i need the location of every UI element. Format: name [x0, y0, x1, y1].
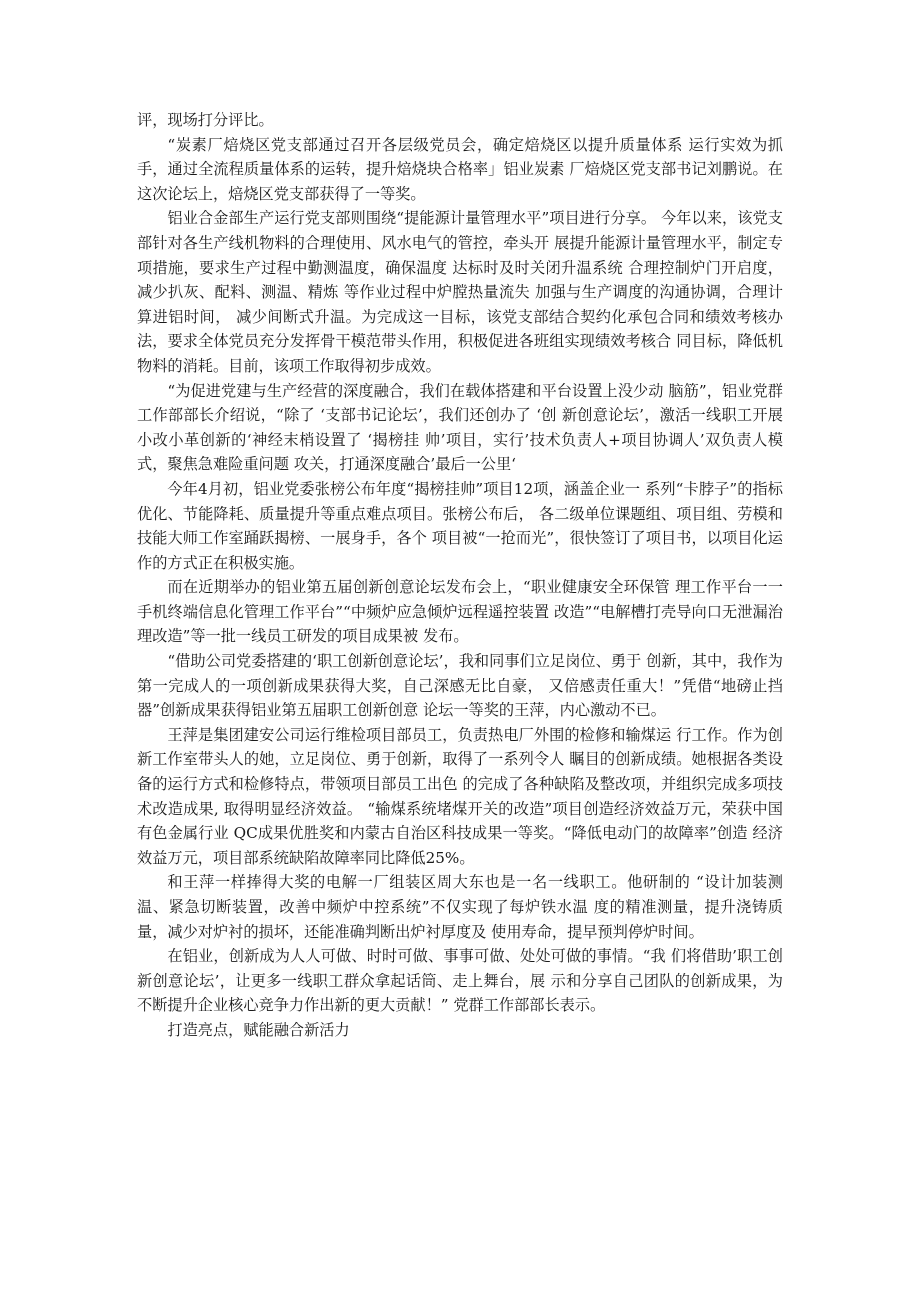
section-heading: 打造亮点，赋能融合新活力: [167, 1020, 350, 1039]
paragraph-roasting-branch: “炭素厂焙烧区党支部通过召开各层级党员会，确定焙烧区以提升质量体系 运行实效为抓手，通过全流程质量体系的运转，提升焙烧块合格率」铝业炭素 厂焙烧区党支部书记刘鹏说。在这次论坛上，焙烧区党支部获得了一等奖。: [137, 135, 783, 203]
paragraph-innovation-forum: 而在近期举办的铝业第五届创新创意论坛发布会上，“职业健康安全环保管 理工作平台一一手机终端信息化管理工作平台”“中频炉应急倾炉远程遥控装置 改造”“电解槽打壳导向口无泄漏治理改造”等一批一线员工研发的项目成果被 发布。: [137, 578, 783, 646]
paragraph-innovation-everywhere: 在铝业，创新成为人人可做、时时可做、事事可做、处处可做的事情。“我 们将借助’职工创新创意论坛’，让更多一线职工群众拿起话筒、走上舞台，展 示和分享自己团队的创新成果，为不断提升企业核心竞争力作出新的更大贡献！” 党群工作部部长表示。: [137, 947, 783, 1015]
paragraph-party-work: “为促进党建与生产经营的深度融合，我们在载体搭建和平台设置上没少动 脑筋”，铝业党群工作部部长介绍说，“除了 ‘支部书记论坛’，我们还创办了 ‘创 新创意论坛’，激活一线职工开展小改小革创新的‘神经末梢设置了 ‘揭榜挂 帅’项目，实行’技术负责人+项目协调人’双负责人模式，聚焦急难险重问题 攻关，打通深度融合’最后一公里‘: [137, 381, 783, 474]
paragraph-wang-ping-quote: “借助公司党委搭建的‘职工创新创意论坛’，我和同事们立足岗位、勇于 创新，其中，我作为第一完成人的一项创新成果获得大奖，自己深感无比自豪， 又倍感责任重大！”凭借“地磅止挡器”创新成果获得铝业第五届职工创新创意 论坛一等奖的王萍，内心激动不已。: [137, 652, 783, 720]
document-body: [137, 108, 783, 1043]
paragraph-alloy-branch: 铝业合金部生产运行党支部则围绕“提能源计量管理水平”项目进行分享。 今年以来，该党支部针对各生产线机物料的合理使用、风水电气的管控，牵头开 展提升能源计量管理水平，制定专项措施，要求生产过程中勤测温度，确保温度 达标时及时关闭升温系统 合理控制炉门开启度，减少扒灰、配料、测温、精炼 等作业过程中炉膛热量流失 加强与生产调度的沟通协调，合理计算进铝时间， 减少间断式升温。为完成这一目标，该党支部结合契约化承包合同和绩效考核办 法，要求全体党员充分发挥骨干模范带头作用，积极促进各班组实现绩效考核合 同目标，降低机物料的消耗。目前，该项工作取得初步成效。: [137, 209, 783, 375]
paragraph-continuation: 评，现场打分评比。: [137, 111, 274, 129]
paragraph-zhou-dadong: 和王萍一样捧得大奖的电解一厂组装区周大东也是一名一线职工。他研制的 “设计加装测温、紧急切断装置，改善中频炉中控系统”不仅实现了每炉铁水温 度的精准测量，提升浇铸质量，减少对炉衬的损坏，还能准确判断出炉衬厚度及 使用寿命，提早预判停炉时间。: [137, 873, 783, 941]
paragraph-bounty-projects: 今年4月初，铝业党委张榜公布年度“揭榜挂帅”项目12项，涵盖企业一 系列“卡脖子”的指标优化、节能降耗、质量提升等重点难点项目。张榜公布后， 各二级单位课题组、项目组、劳模和技能大师工作室踊跃揭榜、一展身手，各个 项目被“一抢而光”，很快签订了项目书，以项目化运作的方式正在积极实施。: [137, 479, 783, 572]
paragraph-wang-ping-profile: 王萍是集团建安公司运行维检项目部员工，负责热电厂外围的检修和输煤运 行工作。作为创新工作室带头人的她，立足岗位、勇于创新，取得了一系列令人 瞩目的创新成绩。她根据各类设备的运行方式和检修特点，带领项目部员工出色 的完成了各种缺陷及整改项，并组织完成多项技术改造成果, 取得明显经济效益。 “输煤系统堵煤开关的改造”项目创造经济效益万元，荣获中国有色金属行业 QC成果优胜奖和内蒙古自治区科技成果一等奖。“降低电动门的故障率”创造 经济效益万元，项目部系统缺陷故障率同比降低25%。: [137, 725, 783, 867]
